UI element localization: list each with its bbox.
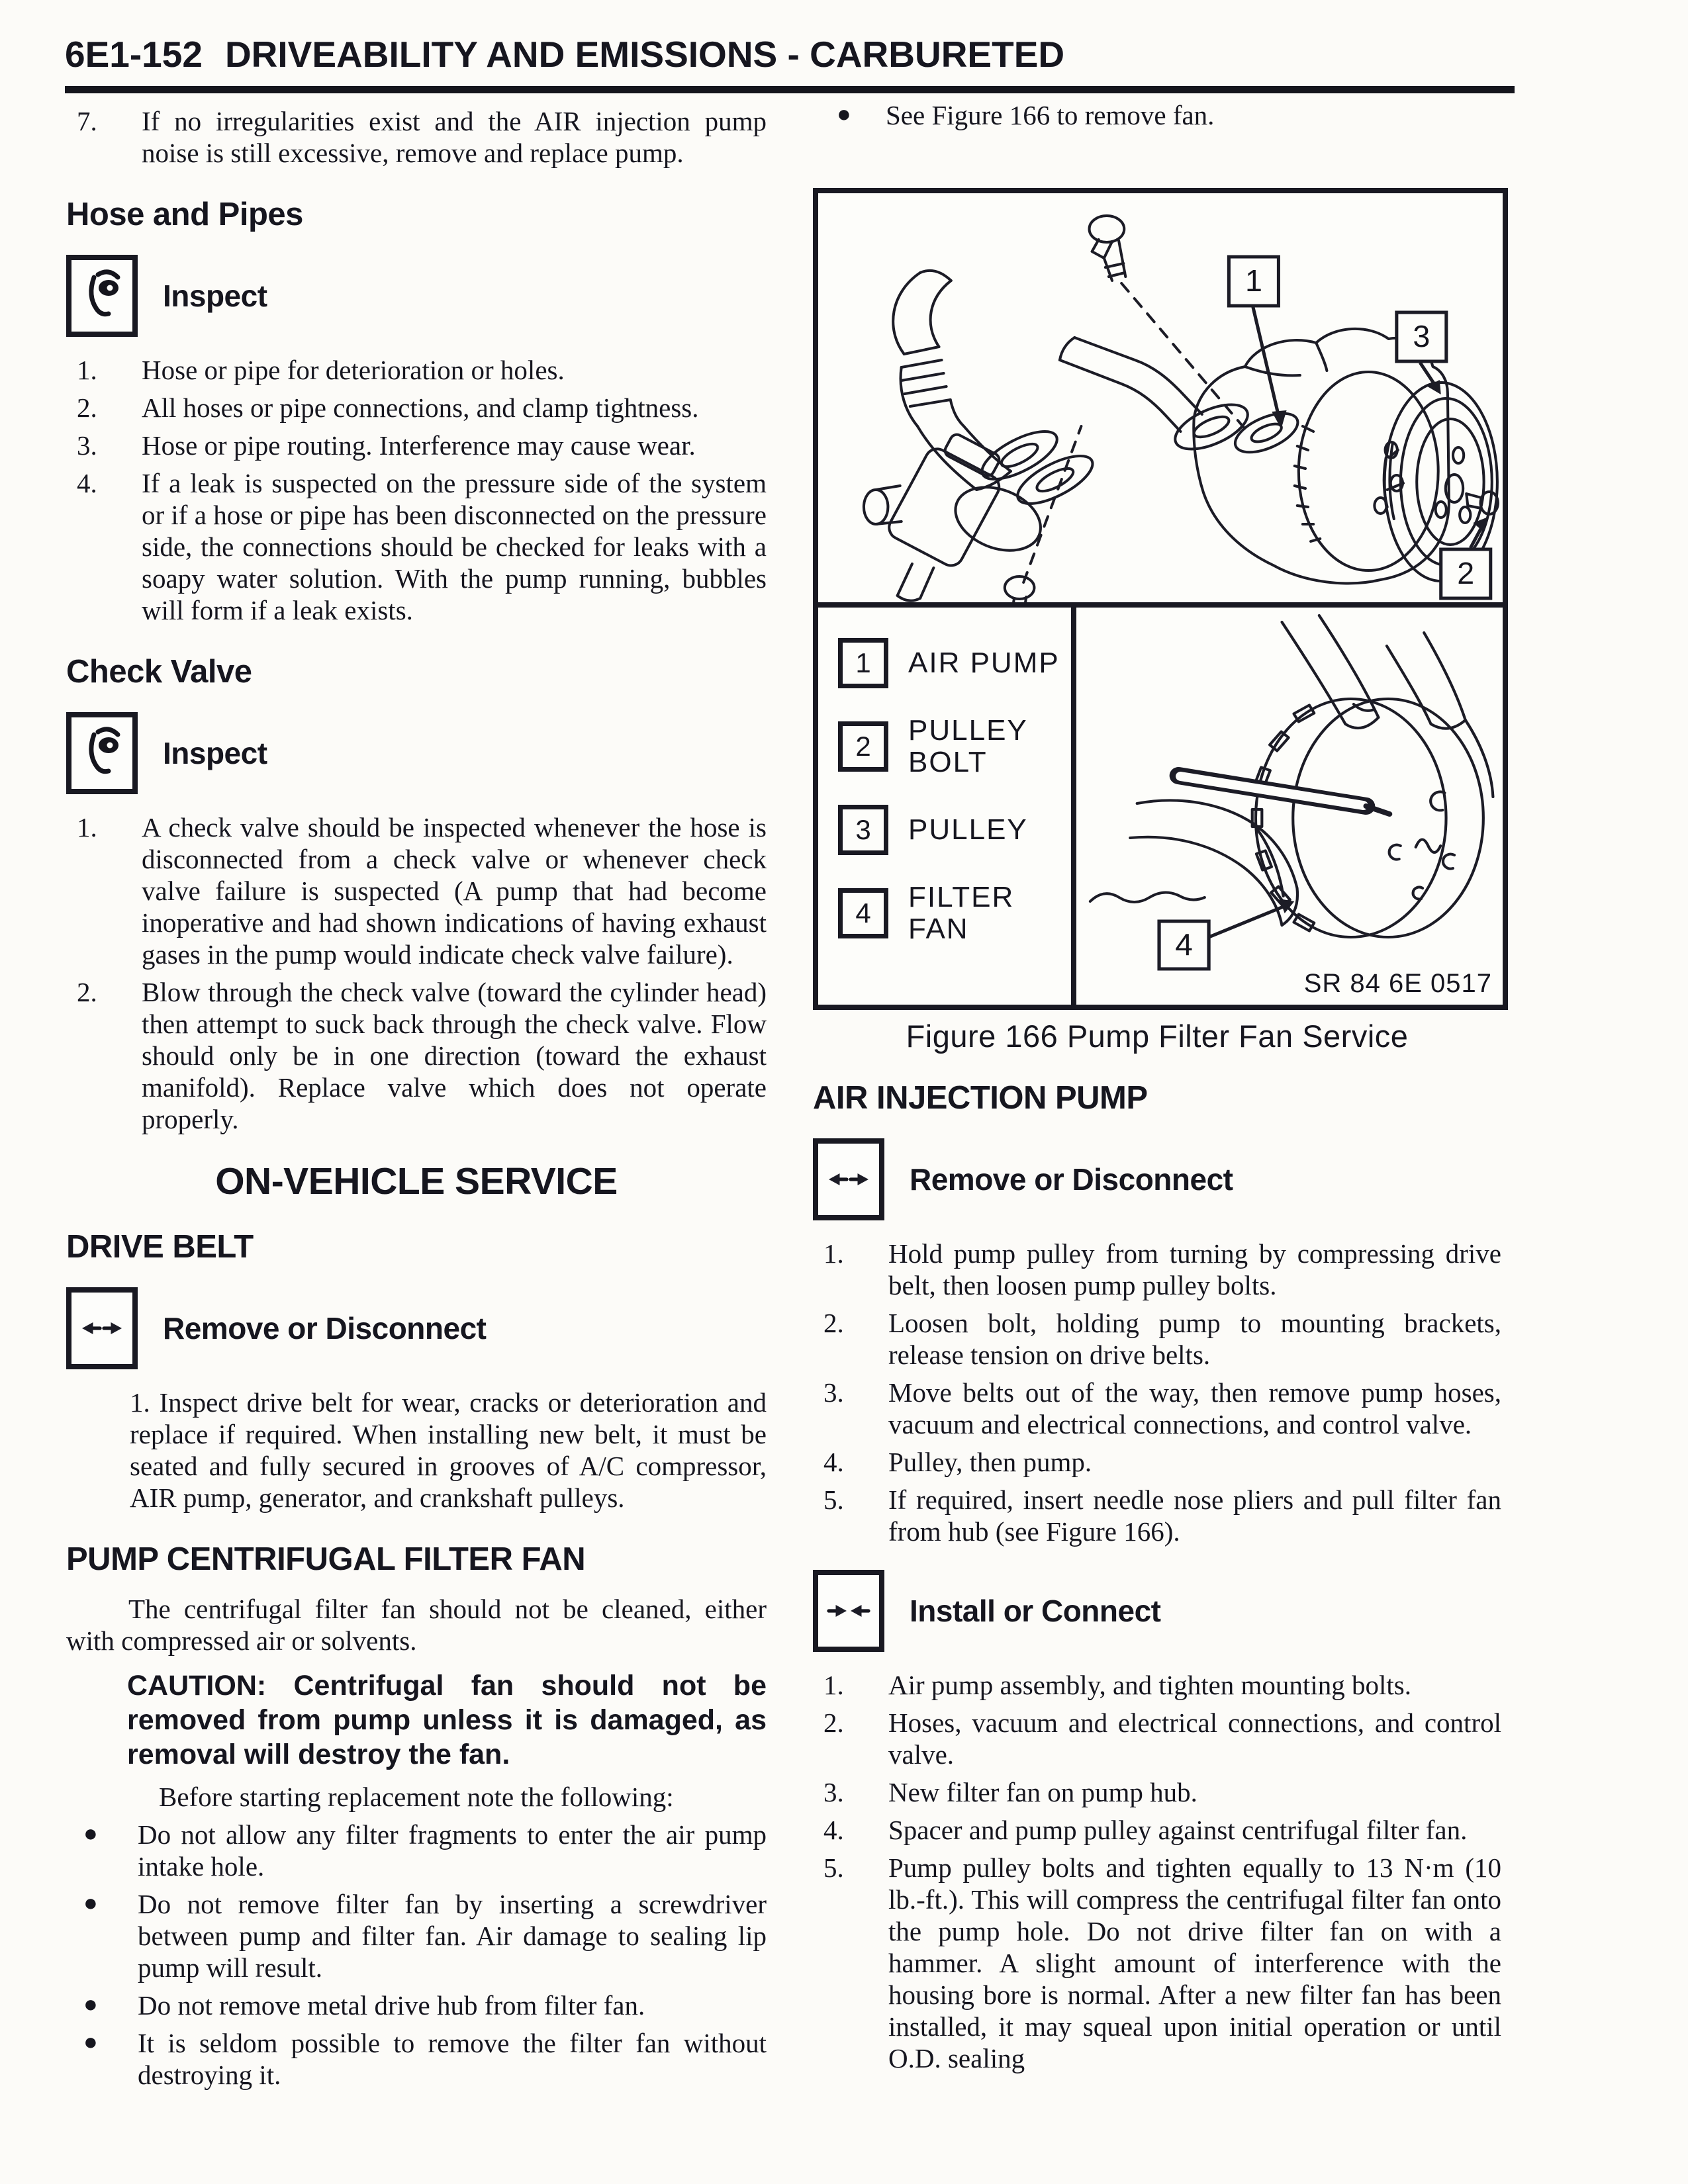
item-text: If required, insert needle nose pliers and pull filter fan from hub (see Figure 166). (888, 1484, 1501, 1547)
fan-intro-paragraph: The centrifugal filter fan should not be cleaned, either with compressed air or solvents. (66, 1594, 767, 1656)
install-connect-label: Install or Connect (910, 1594, 1161, 1628)
bullet-text: It is seldom possible to remove the filter fan without destroying it. (138, 2028, 767, 2090)
list-item (813, 1484, 1501, 1547)
list-item (813, 1852, 1501, 2074)
item-number: 2. (823, 1707, 844, 1738)
check-valve-list (66, 811, 767, 1135)
item-text: Hose or pipe for deterioration or holes. (142, 355, 565, 385)
item-text: Move belts out of the way, then remove pump hoses, vacuum and electrical connections, and control valve. (888, 1377, 1501, 1439)
legend-key-box: 2 (838, 721, 888, 772)
inspect-label: Inspect (163, 736, 267, 770)
figure-legend (818, 608, 1076, 1005)
fan-bullet-list (66, 1819, 767, 2091)
item-text: Air pump assembly, and tighten mounting bolts. (888, 1670, 1411, 1700)
list-item (66, 811, 767, 970)
legend-label: PULLEY (908, 813, 1028, 846)
legend-key-box: 3 (838, 805, 888, 855)
hose-inspect-list (66, 354, 767, 626)
item-number: 1. (77, 812, 97, 842)
remove-disconnect-icon-row (66, 1287, 767, 1369)
legend-label: FILTER FAN (908, 881, 1015, 945)
legend-row (838, 882, 1071, 945)
figure-exploded-view (818, 193, 1503, 602)
bullet-item (66, 1989, 767, 2021)
bullet-item (66, 2027, 767, 2091)
see-figure-bullet (813, 99, 1501, 131)
item-number: 3. (823, 1377, 844, 1408)
air-pump-install-list (813, 1669, 1501, 2074)
figure-callout-2: 2 (1457, 556, 1475, 590)
inspect-label: Inspect (163, 279, 267, 313)
item-number: 1. (823, 1670, 844, 1700)
bullet-marker: ● (83, 2028, 98, 2055)
section-heading-air-injection-pump: AIR INJECTION PUMP (813, 1080, 1148, 1116)
section-heading-hose-and-pipes: Hose and Pipes (66, 197, 303, 232)
item-number: 3. (77, 430, 97, 461)
list-item (813, 1238, 1501, 1301)
list-item (813, 1377, 1501, 1440)
item-text: All hoses or pipe connections, and clamp tightness. (142, 392, 699, 423)
legend-row (838, 638, 1071, 688)
list-item (66, 976, 767, 1135)
bullet-marker: ● (83, 1820, 98, 1846)
item-text: Pulley, then pump. (888, 1447, 1092, 1477)
list-item (66, 354, 767, 386)
bullet-text: Do not allow any filter fragments to enter the air pump intake hole. (138, 1819, 767, 1882)
item-number: 5. (823, 1484, 844, 1515)
item-number: 2. (77, 392, 97, 423)
drive-belt-paragraph: 1. Inspect drive belt for wear, cracks or deterioration and replace if required. When installing new belt, it must be seated and fully secured in grooves of A/C compressor, AIR pump, generator, and crankshaft pulleys. (130, 1387, 767, 1513)
item-text: Pump pulley bolts and tighten equally to 13 N·m (10 lb.-ft.). This will compress the centrifugal filter fan onto the pump hole. Do not drive filter fan on with a hammer. A slight amount of interference with the housing bore is normal. After a new filter fan has been installed, it may squeal upon initial operation or until O.D. sealing (888, 1852, 1501, 2073)
install-connect-icon-row (813, 1570, 1501, 1652)
legend-row (838, 715, 1071, 778)
figure-caption: Figure 166 Pump Filter Fan Service (906, 1019, 1409, 1054)
item-number: 1. (823, 1238, 844, 1269)
inspect-icon (66, 712, 138, 794)
item-text: Hose or pipe routing. Interference may cause wear. (142, 430, 696, 461)
list-item (813, 1814, 1501, 1846)
item-number: 7. (77, 106, 97, 136)
air-pump-remove-list (813, 1238, 1501, 1547)
list-item (66, 392, 767, 424)
item-number: 2. (77, 977, 97, 1007)
page-title: DRIVEABILITY AND EMISSIONS - CARBURETED (224, 34, 1065, 75)
bullet-item (66, 1819, 767, 1882)
list-item (813, 1707, 1501, 1770)
section-heading-drive-belt: DRIVE BELT (66, 1229, 254, 1265)
section-heading-on-vehicle-service: ON-VEHICLE SERVICE (215, 1160, 618, 1203)
arrows-apart-icon (813, 1138, 884, 1220)
legend-label: PULLEY BOLT (908, 714, 1027, 778)
bullet-marker: ● (83, 1889, 98, 1916)
list-item (813, 1669, 1501, 1701)
list-item (66, 105, 767, 169)
item-text: Blow through the check valve (toward the cylinder head) then attempt to suck back through the check valve. Flow should only be in one direction (toward the exhaust manifold). Replace valve which does not operate properly. (142, 977, 767, 1134)
inspect-icon (66, 255, 138, 337)
remove-disconnect-icon-row (813, 1138, 1501, 1220)
arrows-toward-icon (813, 1570, 884, 1652)
bullet-marker: ● (83, 1991, 98, 2017)
remove-disconnect-label: Remove or Disconnect (163, 1311, 487, 1345)
item-number: 3. (823, 1777, 844, 1807)
figure-hand-illustration (1076, 608, 1503, 1005)
item-text: Hoses, vacuum and electrical connections, and control valve. (888, 1707, 1501, 1770)
figure-callout-3: 3 (1413, 319, 1430, 353)
item-number: 4. (823, 1815, 844, 1845)
list-item (66, 467, 767, 626)
arrows-apart-icon (66, 1287, 138, 1369)
left-column (66, 99, 767, 2091)
item-text: Spacer and pump pulley against centrifugal filter fan. (888, 1815, 1468, 1845)
item-text: New filter fan on pump hub. (888, 1777, 1197, 1807)
item-number: 4. (823, 1447, 844, 1477)
bullet-marker: ● (837, 101, 851, 127)
legend-label: AIR PUMP (908, 647, 1060, 679)
list-item (813, 1446, 1501, 1478)
item-text: If no irregularities exist and the AIR injection pump noise is still excessive, remove and replace pump. (142, 106, 767, 168)
page-number: 6E1-152 (65, 34, 203, 75)
page-header (65, 33, 1515, 93)
legend-key-box: 4 (838, 888, 888, 938)
section-heading-check-valve: Check Valve (66, 654, 252, 690)
figure-callout-4: 4 (1175, 927, 1193, 962)
list-item (813, 1776, 1501, 1808)
bullet-item (66, 1888, 767, 1983)
item-text: Loosen bolt, holding pump to mounting brackets, release tension on drive belts. (888, 1308, 1501, 1370)
item-text: A check valve should be inspected whenever the hose is disconnected from a check valve or whenever check valve failure is suspected (A pump that had become inoperative and had shown indications of having exhaust gases in the pump would indicate check valve failure). (142, 812, 767, 970)
item-number: 2. (823, 1308, 844, 1338)
right-column (813, 99, 1501, 2074)
bullet-text: Do not remove filter fan by inserting a screwdriver between pump and filter fan. Air damage to sealing lip pump will result. (138, 1889, 767, 1983)
inspect-icon-row (66, 712, 767, 794)
remove-disconnect-label: Remove or Disconnect (910, 1162, 1233, 1197)
bullet-text: Do not remove metal drive hub from filter fan. (138, 1990, 645, 2021)
item-number: 5. (823, 1852, 844, 1883)
item-text: If a leak is suspected on the pressure side of the system or if a hose or pipe has been disconnected on the pressure side, the connections should be checked for leaks with a soapy water solution. With the pump running, bubbles will form if a leak exists. (142, 468, 767, 625)
inspect-icon-row (66, 255, 767, 337)
before-note: Before starting replacement note the following: (159, 1782, 674, 1812)
bullet-text: See Figure 166 to remove fan. (886, 100, 1215, 130)
item-number: 1. (77, 355, 97, 385)
list-item (66, 430, 767, 461)
figure-166 (813, 188, 1508, 1010)
legend-key-box: 1 (838, 638, 888, 688)
section-heading-pump-centrifugal-filter-fan: PUMP CENTRIFUGAL FILTER FAN (66, 1541, 586, 1577)
item-text: Hold pump pulley from turning by compressing drive belt, then loosen pump pulley bolts. (888, 1238, 1501, 1300)
figure-reference-code: SR 84 6E 0517 (1303, 969, 1492, 998)
list-item (813, 1307, 1501, 1371)
figure-bottom-panel (818, 602, 1503, 1005)
item-number: 4. (77, 468, 97, 498)
caution-paragraph: CAUTION: Centrifugal fan should not be removed from pump unless it is damaged, as removal will destroy the fan. (127, 1670, 767, 1770)
figure-callout-1: 1 (1244, 263, 1262, 298)
legend-row (838, 805, 1071, 855)
